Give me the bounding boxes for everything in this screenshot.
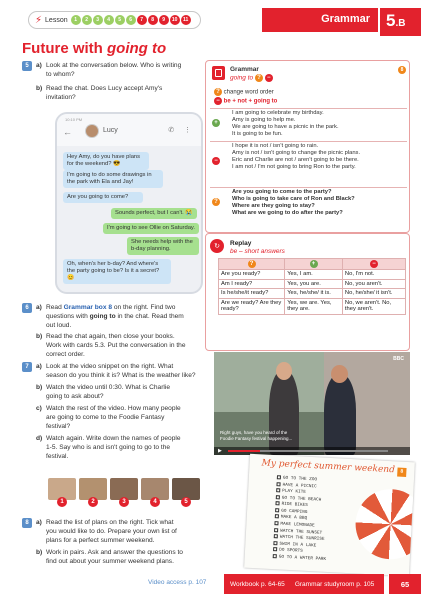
example-line: Amy is not / isn't going to change the picnic plans. [232, 150, 361, 156]
chat-message: I'm going to do some drawings in the park with Ela and Jay! [63, 170, 163, 188]
checklist-item-label: GO CAMPING [281, 508, 308, 515]
video-subtitle: Right guys, have you heard of the Foodie Fantasy festival happening... [220, 430, 293, 441]
checklist-item-label: MAKE LEMONADE [280, 521, 315, 529]
exercise-7-instructions: a) Look at the video snippet on the right. What season do you think it is? What is the weather like? b) Watch the video until 0:30. What is Charlie going to ask about? c) Watch the rest of the video. How many people are going to come to the Foodie Fantasy festival? d) Watch again. Write down the names of people 1-5. Say who is and isn't going to go to the festival. [36, 363, 196, 460]
example-line: I am not / I'm not going to bring Ron to the party. [232, 164, 356, 170]
page-title [22, 40, 166, 57]
word-order-rule: ? change word order [214, 88, 274, 96]
plans-checklist [273, 475, 331, 563]
checkbox-icon[interactable] [276, 482, 280, 486]
person-photo: 5 [172, 478, 200, 500]
person-face [331, 365, 348, 383]
lightning-icon: ⚡ [35, 14, 43, 26]
checklist-item-label: RIDE BIKES [281, 501, 308, 509]
minus-icon: − [265, 74, 273, 82]
checklist-item-label: HAVE A PICNIC [282, 482, 317, 490]
grammar-box [205, 60, 410, 233]
lesson-progress-bar [28, 11, 201, 29]
ex5-b-letter: b) [36, 85, 43, 92]
replay-icon: ↻ [210, 239, 224, 253]
example-line: It is going to be fun. [232, 131, 283, 137]
example-line: Eric and Charlie are not / aren't going to be there. [232, 157, 359, 163]
checkbox-icon[interactable] [276, 488, 280, 492]
example-line: Are you going to come to the party? [232, 189, 332, 195]
plus-icon: + [212, 119, 220, 127]
contact-avatar [85, 124, 99, 138]
checkbox-icon[interactable] [275, 508, 279, 512]
table-cell: Are we ready? Are they ready? [219, 298, 285, 314]
page-number: 65 [388, 574, 421, 594]
chat-message: Sounds perfect, but I can't. 😭 [111, 208, 197, 219]
table-cell: No, I'm not. [342, 270, 405, 280]
person-figure [269, 370, 299, 455]
exercise-6-number: 6 [22, 303, 32, 313]
lesson-dot-done[interactable]: 1 [71, 15, 81, 25]
checkbox-icon[interactable] [275, 501, 279, 505]
table-cell: Yes, I am. [285, 270, 343, 280]
table-cell: Am I ready? [219, 279, 285, 289]
question-column-header [219, 259, 285, 270]
question-icon: ? [248, 260, 256, 268]
video-controls[interactable] [214, 447, 410, 455]
video-snippet[interactable] [214, 352, 410, 455]
ex5-a-text-2: to whom? [46, 71, 75, 78]
chat-header [57, 114, 201, 146]
checklist-item[interactable] [273, 554, 327, 563]
exercise-7-number: 7 [22, 362, 32, 372]
checklist-item-label: WATCH THE SUNRISE [279, 534, 325, 542]
contact-name: Lucy [103, 127, 118, 134]
ex5-a-letter: a) [36, 62, 42, 69]
lesson-dot[interactable]: 11 [181, 15, 191, 25]
workbook-reference: Workbook p. 64-65 [230, 580, 285, 588]
lesson-dot[interactable]: 8 [148, 15, 158, 25]
replay-subtitle: be – short answers [230, 248, 285, 255]
bbc-logo: BBC [393, 356, 404, 362]
person-face [276, 362, 292, 380]
table-row [219, 298, 406, 314]
question-icon: ? [214, 88, 222, 96]
checkbox-icon[interactable] [274, 521, 278, 525]
example-line: We are going to have a picnic in the park. [232, 124, 339, 130]
unit-suffix: .B [395, 18, 406, 29]
footer-references [224, 574, 384, 594]
checklist-item-label: GO TO THE ZOO [282, 475, 318, 483]
table-cell: Yes, he/she/ it is. [285, 289, 343, 299]
section-label: Grammar [321, 13, 370, 25]
checklist-item-label: DO SPORTS [278, 547, 303, 554]
person-figure [324, 374, 356, 455]
minus-icon: − [212, 157, 220, 165]
table-cell: Are you ready? [219, 270, 285, 280]
checkbox-icon[interactable] [273, 554, 277, 558]
example-line: What are we going to do after the party? [232, 210, 343, 216]
ex5-b-text-1: Read the chat. Does Lucy accept Amy's [46, 85, 163, 92]
page-footer [0, 573, 421, 595]
ex5-a-text-1: Look at the conversation below. Who is writing [46, 62, 182, 69]
checkbox-icon[interactable] [275, 515, 279, 519]
call-menu-icons: ✆ ⋮ [168, 127, 195, 134]
example-line: I hope it is not / isn't going to rain. [232, 143, 319, 149]
checklist-item-label: WATCH THE SUNSET [279, 528, 323, 536]
negative-formula: − be + not + going to [214, 97, 277, 105]
book-icon [212, 66, 225, 80]
checkbox-icon[interactable] [274, 534, 278, 538]
back-arrow-icon: ← [63, 127, 72, 137]
video-progress-bar[interactable] [228, 450, 388, 452]
lesson-dots [71, 15, 191, 25]
lesson-dot-done[interactable]: 6 [126, 15, 136, 25]
exercise-5-instructions [36, 61, 206, 102]
table-cell: No, we aren't. No, they aren't. [342, 298, 405, 314]
negative-examples [210, 141, 407, 183]
table-cell: Yes, you are. [285, 279, 343, 289]
page-title-em: going to [107, 40, 167, 57]
ex5-b-text-2: invitation? [46, 94, 76, 101]
person-photo: 3 [110, 478, 138, 500]
phone-time: 10:10 PM [65, 117, 83, 122]
positive-examples [210, 108, 407, 138]
page-title-main: Future with [22, 40, 107, 57]
chat-message: She needs help with the b-day planning. [127, 237, 199, 255]
positive-column-header [285, 259, 343, 270]
video-access-link[interactable]: Video access p. 107 [148, 579, 207, 586]
checkbox-icon[interactable] [273, 547, 277, 551]
play-icon[interactable]: ▶ [218, 448, 222, 454]
exercise-8-number: 8 [22, 518, 32, 528]
checkbox-icon[interactable] [273, 541, 277, 545]
lesson-dot-done[interactable]: 2 [82, 15, 92, 25]
short-answers-table [218, 258, 406, 315]
table-cell: No, you aren't. [342, 279, 405, 289]
checklist-item-label: PLAY KITE [282, 488, 306, 496]
grammar-box-number: 8 [398, 66, 406, 74]
chat-message: Oh, when's her b-day? And where's the party going to be? Is it a secret? 😊 [63, 259, 171, 284]
question-examples [210, 187, 407, 219]
minus-icon: − [370, 260, 378, 268]
table-cell: Is he/she/it ready? [219, 289, 285, 299]
checklist-item-label: MAKE A BBQ [280, 514, 308, 522]
checklist-item-label: GO TO A WATER PARK [278, 554, 327, 562]
exercise-5-number: 5 [22, 61, 32, 71]
negative-column-header [342, 259, 405, 270]
lesson-dot-done[interactable]: 3 [93, 15, 103, 25]
replay-box [205, 233, 410, 351]
section-banner [262, 8, 378, 32]
checkbox-icon[interactable] [276, 495, 280, 499]
lesson-dot[interactable]: 7 [137, 15, 147, 25]
checklist-item-label: SWIM IN A LAKE [279, 541, 317, 549]
chat-message: Hey Amy, do you have plans for the weekend? 😎 [63, 152, 149, 170]
plus-icon: + [310, 260, 318, 268]
lesson-dot-done[interactable]: 4 [104, 15, 114, 25]
exercise-8-instructions: a) Read the list of plans on the right. Tick what you would like to do. Prepare your own list of plans for a perfect summer weekend. b) Work in pairs. Ask and answer the questions to find out about your summer weekend plans. [36, 519, 183, 565]
person-photo: 1 [48, 478, 76, 500]
table-cell: Yes, we are. Yes, they are. [285, 298, 343, 314]
studyroom-reference: Grammar studyroom p. 105 [294, 580, 375, 588]
grammar-subtitle: going to ? − [230, 74, 273, 82]
checklist-item-label: GO TO THE BEACH [281, 495, 322, 503]
table-row [219, 289, 406, 299]
exercise-6-instructions: a) Read Grammar box 8 on the right. Find two questions with going to in the chat. Read them out loud. b) Read the chat again, then close your books. Work with cards 5.3. Put the conversation in the correct order. [36, 304, 186, 358]
grammar-title: Grammar [230, 66, 259, 73]
summer-weekend-card [244, 454, 415, 576]
replay-title: Replay [230, 240, 252, 247]
lesson-label: Lesson [45, 16, 68, 24]
checkbox-icon[interactable] [274, 528, 278, 532]
unit-tab [380, 8, 421, 36]
lesson-dot[interactable]: 9 [159, 15, 169, 25]
chat-message: I'm going to see Ollie on Saturday. [103, 223, 199, 234]
person-photo: 2 [79, 478, 107, 500]
table-header-row [219, 259, 406, 270]
checkbox-icon[interactable] [277, 475, 281, 479]
card-number: 8 [397, 467, 406, 476]
phone-chat-mockup [55, 112, 203, 294]
example-line: Amy is going to help me. [232, 117, 296, 123]
people-photos [48, 478, 200, 505]
person-photo: 4 [141, 478, 169, 500]
table-row [219, 270, 406, 280]
question-icon: ? [255, 74, 263, 82]
lesson-dot-done[interactable]: 5 [115, 15, 125, 25]
unit-number: 5 [386, 11, 396, 30]
question-icon: ? [212, 198, 220, 206]
table-cell: No, he/she/ it isn't. [342, 289, 405, 299]
example-line: I am going to celebrate my birthday. [232, 110, 324, 116]
minus-icon: − [214, 97, 222, 105]
card-title: My perfect summer weekend [261, 458, 396, 476]
table-row [219, 279, 406, 289]
beach-umbrella-icon [354, 487, 415, 561]
chat-message: Are you going to come? [63, 192, 143, 203]
lesson-dot[interactable]: 10 [170, 15, 180, 25]
example-line: Where are they going to stay? [232, 203, 315, 209]
example-line: Who is going to take care of Ron and Black? [232, 196, 355, 202]
page-header [0, 8, 421, 32]
